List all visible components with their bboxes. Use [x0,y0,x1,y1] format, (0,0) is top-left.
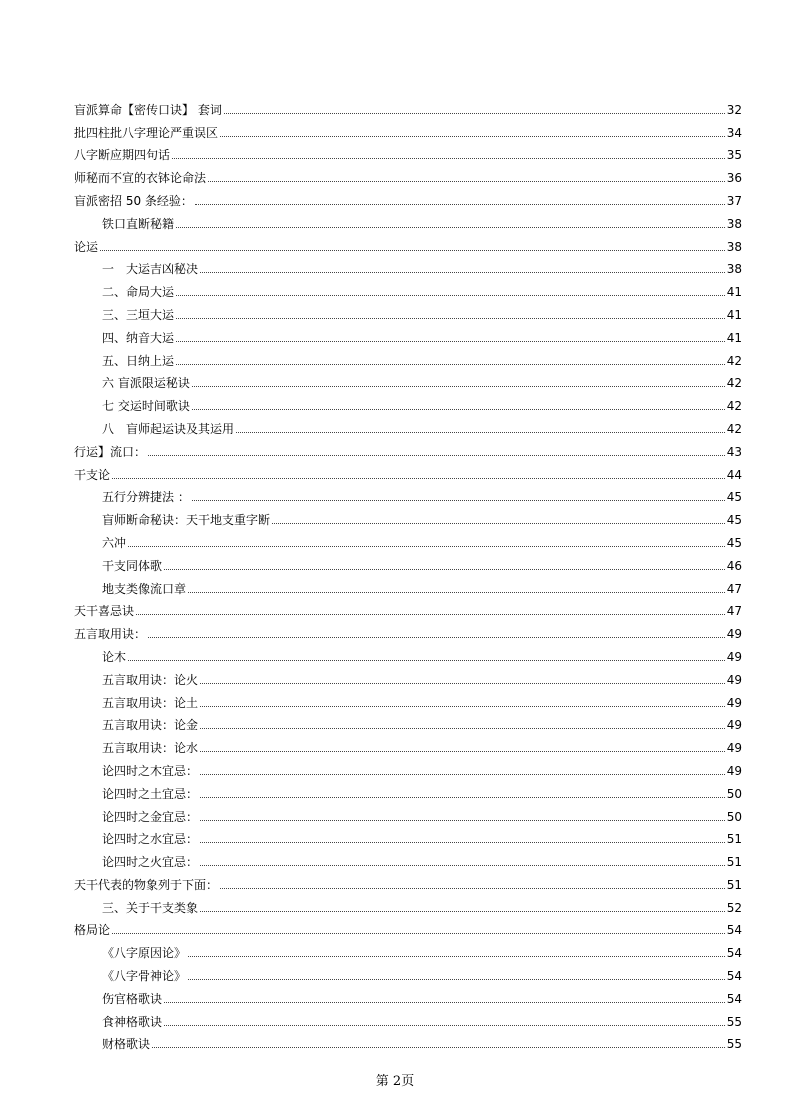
toc-entry-title: 论四时之火宜忌： [102,855,199,870]
toc-entry-title: 三、关于干支类象 [102,900,199,915]
toc-entry-title: 干支同体歌 [102,558,163,573]
toc-entry-title: 批四柱批八字理论严重误区 [74,125,219,140]
toc-dot-leader [208,181,725,182]
toc-dot-leader [200,911,725,912]
toc-dot-leader [136,614,725,615]
toc-entry-page-number: 54 [726,923,742,938]
toc-entry-page-number: 32 [726,102,742,117]
toc-entry[interactable] [74,893,742,916]
toc-entry[interactable] [74,505,742,528]
toc-entry-page-number: 41 [726,330,742,345]
toc-entry-page-number: 45 [726,535,742,550]
toc-entry-title: 论四时之水宜忌： [102,832,199,847]
toc-entry[interactable] [74,414,742,437]
toc-entry-page-number: 51 [726,832,742,847]
toc-dot-leader [200,774,725,775]
toc-entry-title: 地支类像流口章 [102,581,187,596]
toc-entry-title: 干支论 [74,467,111,482]
toc-entry-title: 八 盲师起运诀及其运用 [102,421,235,436]
toc-entry[interactable] [74,665,742,688]
toc-entry-title: 伤官格歌诀 [102,991,163,1006]
toc-entry-page-number: 42 [726,421,742,436]
toc-entry[interactable] [74,437,742,460]
toc-entry-title: 师秘而不宣的衣钵论命法 [74,171,207,186]
toc-entry-page-number: 54 [726,946,742,961]
toc-entry-page-number: 38 [726,216,742,231]
toc-entry[interactable] [74,1007,742,1030]
toc-dot-leader [164,1002,725,1003]
toc-entry-page-number: 54 [726,991,742,1006]
toc-dot-leader [220,136,725,137]
toc-entry-page-number: 44 [726,467,742,482]
toc-entry-page-number: 38 [726,262,742,277]
toc-dot-leader [148,637,725,638]
toc-entry[interactable] [74,118,742,141]
toc-entry-title: 盲派算命【密传口诀】 套词 [74,102,222,117]
toc-dot-leader [200,842,725,843]
toc-dot-leader [188,592,725,593]
toc-entry[interactable] [74,642,742,665]
toc-entry[interactable] [74,825,742,848]
toc-dot-leader [172,158,725,159]
toc-entry-page-number: 41 [726,285,742,300]
toc-entry-title: 行运】流口： [74,444,147,459]
toc-entry[interactable] [74,779,742,802]
toc-entry[interactable] [74,961,742,984]
toc-dot-leader [200,820,725,821]
toc-entry-page-number: 55 [726,1037,742,1052]
toc-dot-leader [195,204,725,205]
toc-entry-title: 六 盲派限运秘诀 [102,376,190,391]
toc-entry-title: 盲师断命秘诀：天干地支重字断 [102,513,271,528]
toc-entry-title: 天干代表的物象列于下面： [74,877,219,892]
toc-dot-leader [236,432,725,433]
toc-entry[interactable] [74,802,742,825]
toc-entry-title: 四、纳音大运 [102,330,175,345]
toc-entry[interactable] [74,597,742,620]
toc-entry-page-number: 42 [726,399,742,414]
toc-entry-page-number: 49 [726,763,742,778]
toc-dot-leader [148,455,725,456]
toc-entry-page-number: 45 [726,490,742,505]
toc-entry-title: 论木 [102,649,127,664]
toc-dot-leader [176,341,725,342]
page-number-label: 第 2页 [375,1074,415,1089]
toc-entry[interactable] [74,870,742,893]
toc-entry-title: 五行分辨捷法 ： [102,490,190,505]
toc-entry-page-number: 51 [726,855,742,870]
toc-dot-leader [176,227,725,228]
toc-entry[interactable] [74,1030,742,1053]
toc-entry-title: 五言取用诀：论水 [102,741,199,756]
toc-entry-page-number: 41 [726,307,742,322]
toc-dot-leader [164,569,725,570]
toc-entry[interactable] [74,551,742,574]
toc-entry-page-number: 37 [726,193,742,208]
toc-dot-leader [192,386,725,387]
toc-entry-page-number: 47 [726,581,742,596]
toc-entry-title: 八字断应期四句话 [74,148,171,163]
toc-dot-leader [100,250,725,251]
toc-entry-title: 论运 [74,239,99,254]
toc-entry-title: 五言取用诀：论火 [102,672,199,687]
toc-entry-page-number: 52 [726,900,742,915]
toc-entry-title: 铁口直断秘籍 [102,216,175,231]
toc-entry[interactable] [74,733,742,756]
toc-dot-leader [188,979,725,980]
toc-entry-page-number: 49 [726,649,742,664]
toc-entry[interactable] [74,163,742,186]
toc-entry[interactable] [74,255,742,278]
toc-entry[interactable] [74,391,742,414]
toc-entry[interactable] [74,346,742,369]
toc-entry-page-number: 36 [726,171,742,186]
toc-entry[interactable] [74,209,742,232]
toc-entry[interactable] [74,277,742,300]
toc-entry-page-number: 46 [726,558,742,573]
toc-entry-title: 天干喜忌诀 [74,604,135,619]
toc-entry-title: 论四时之金宜忌： [102,809,199,824]
toc-entry-page-number: 49 [726,718,742,733]
toc-entry-page-number: 51 [726,877,742,892]
toc-entry-page-number: 34 [726,125,742,140]
toc-entry-title: 论四时之木宜忌： [102,763,199,778]
toc-dot-leader [200,683,725,684]
toc-dot-leader [220,888,725,889]
toc-dot-leader [200,751,725,752]
toc-entry-title: 二、命局大运 [102,285,175,300]
toc-dot-leader [224,113,725,114]
toc-entry-title: 五、日纳上运 [102,353,175,368]
toc-entry[interactable] [74,574,742,597]
toc-entry-page-number: 49 [726,627,742,642]
toc-entry[interactable] [74,916,742,939]
toc-dot-leader [176,364,725,365]
toc-entry-page-number: 49 [726,741,742,756]
toc-entry[interactable] [74,483,742,506]
toc-entry-page-number: 38 [726,239,742,254]
toc-entry[interactable] [74,688,742,711]
toc-dot-leader [128,546,725,547]
toc-entry-title: 六冲 [102,535,127,550]
toc-entry-title: 《八字骨神论》 [102,969,187,984]
toc-entry-title: 论四时之土宜忌： [102,786,199,801]
toc-entry[interactable] [74,984,742,1007]
toc-dot-leader [152,1047,725,1048]
toc-entry[interactable] [74,369,742,392]
toc-entry-title: 五言取用诀：论金 [102,718,199,733]
toc-entry-title: 财格歌诀 [102,1037,151,1052]
toc-entry[interactable] [74,95,742,118]
toc-entry-page-number: 49 [726,695,742,710]
toc-entry[interactable] [74,300,742,323]
toc-entry[interactable] [74,619,742,642]
toc-entry[interactable] [74,323,742,346]
toc-entry-page-number: 35 [726,148,742,163]
toc-entry[interactable] [74,186,742,209]
toc-entry-title: 盲派密招 50 条经验： [74,193,193,208]
toc-entry-page-number: 42 [726,353,742,368]
toc-dot-leader [112,933,725,934]
toc-dot-leader [112,478,725,479]
toc-entry-title: 一 大运吉凶秘决 [102,262,199,277]
toc-dot-leader [176,318,725,319]
toc-entry-title: 五言取用诀：论土 [102,695,199,710]
toc-entry[interactable] [74,756,742,779]
toc-entry[interactable] [74,938,742,961]
toc-dot-leader [200,797,725,798]
page-footer [0,1070,790,1089]
toc-entry-page-number: 54 [726,969,742,984]
toc-dot-leader [192,409,725,410]
toc-entry[interactable] [74,141,742,164]
toc-dot-leader [200,272,725,273]
toc-entry-page-number: 50 [726,786,742,801]
toc-entry-title: 三、三垣大运 [102,307,175,322]
toc-entry[interactable] [74,232,742,255]
toc-entry-page-number: 50 [726,809,742,824]
table-of-contents [74,95,742,1052]
toc-entry[interactable] [74,711,742,734]
toc-entry-page-number: 43 [726,444,742,459]
toc-entry[interactable] [74,460,742,483]
toc-entry-page-number: 47 [726,604,742,619]
toc-dot-leader [272,523,725,524]
toc-entry-title: 《八字原因论》 [102,946,187,961]
toc-entry-page-number: 55 [726,1014,742,1029]
toc-dot-leader [200,728,725,729]
toc-entry-title: 格局论 [74,923,111,938]
toc-entry-title: 食神格歌诀 [102,1014,163,1029]
toc-entry-title: 五言取用诀： [74,627,147,642]
toc-dot-leader [192,500,725,501]
toc-entry-page-number: 45 [726,513,742,528]
toc-dot-leader [164,1025,725,1026]
toc-dot-leader [200,706,725,707]
toc-dot-leader [176,295,725,296]
toc-entry-page-number: 49 [726,672,742,687]
toc-entry[interactable] [74,528,742,551]
toc-dot-leader [128,660,725,661]
toc-entry-title: 七 交运时间歌诀 [102,399,190,414]
toc-entry-page-number: 42 [726,376,742,391]
toc-dot-leader [188,956,725,957]
toc-entry[interactable] [74,847,742,870]
toc-dot-leader [200,865,725,866]
